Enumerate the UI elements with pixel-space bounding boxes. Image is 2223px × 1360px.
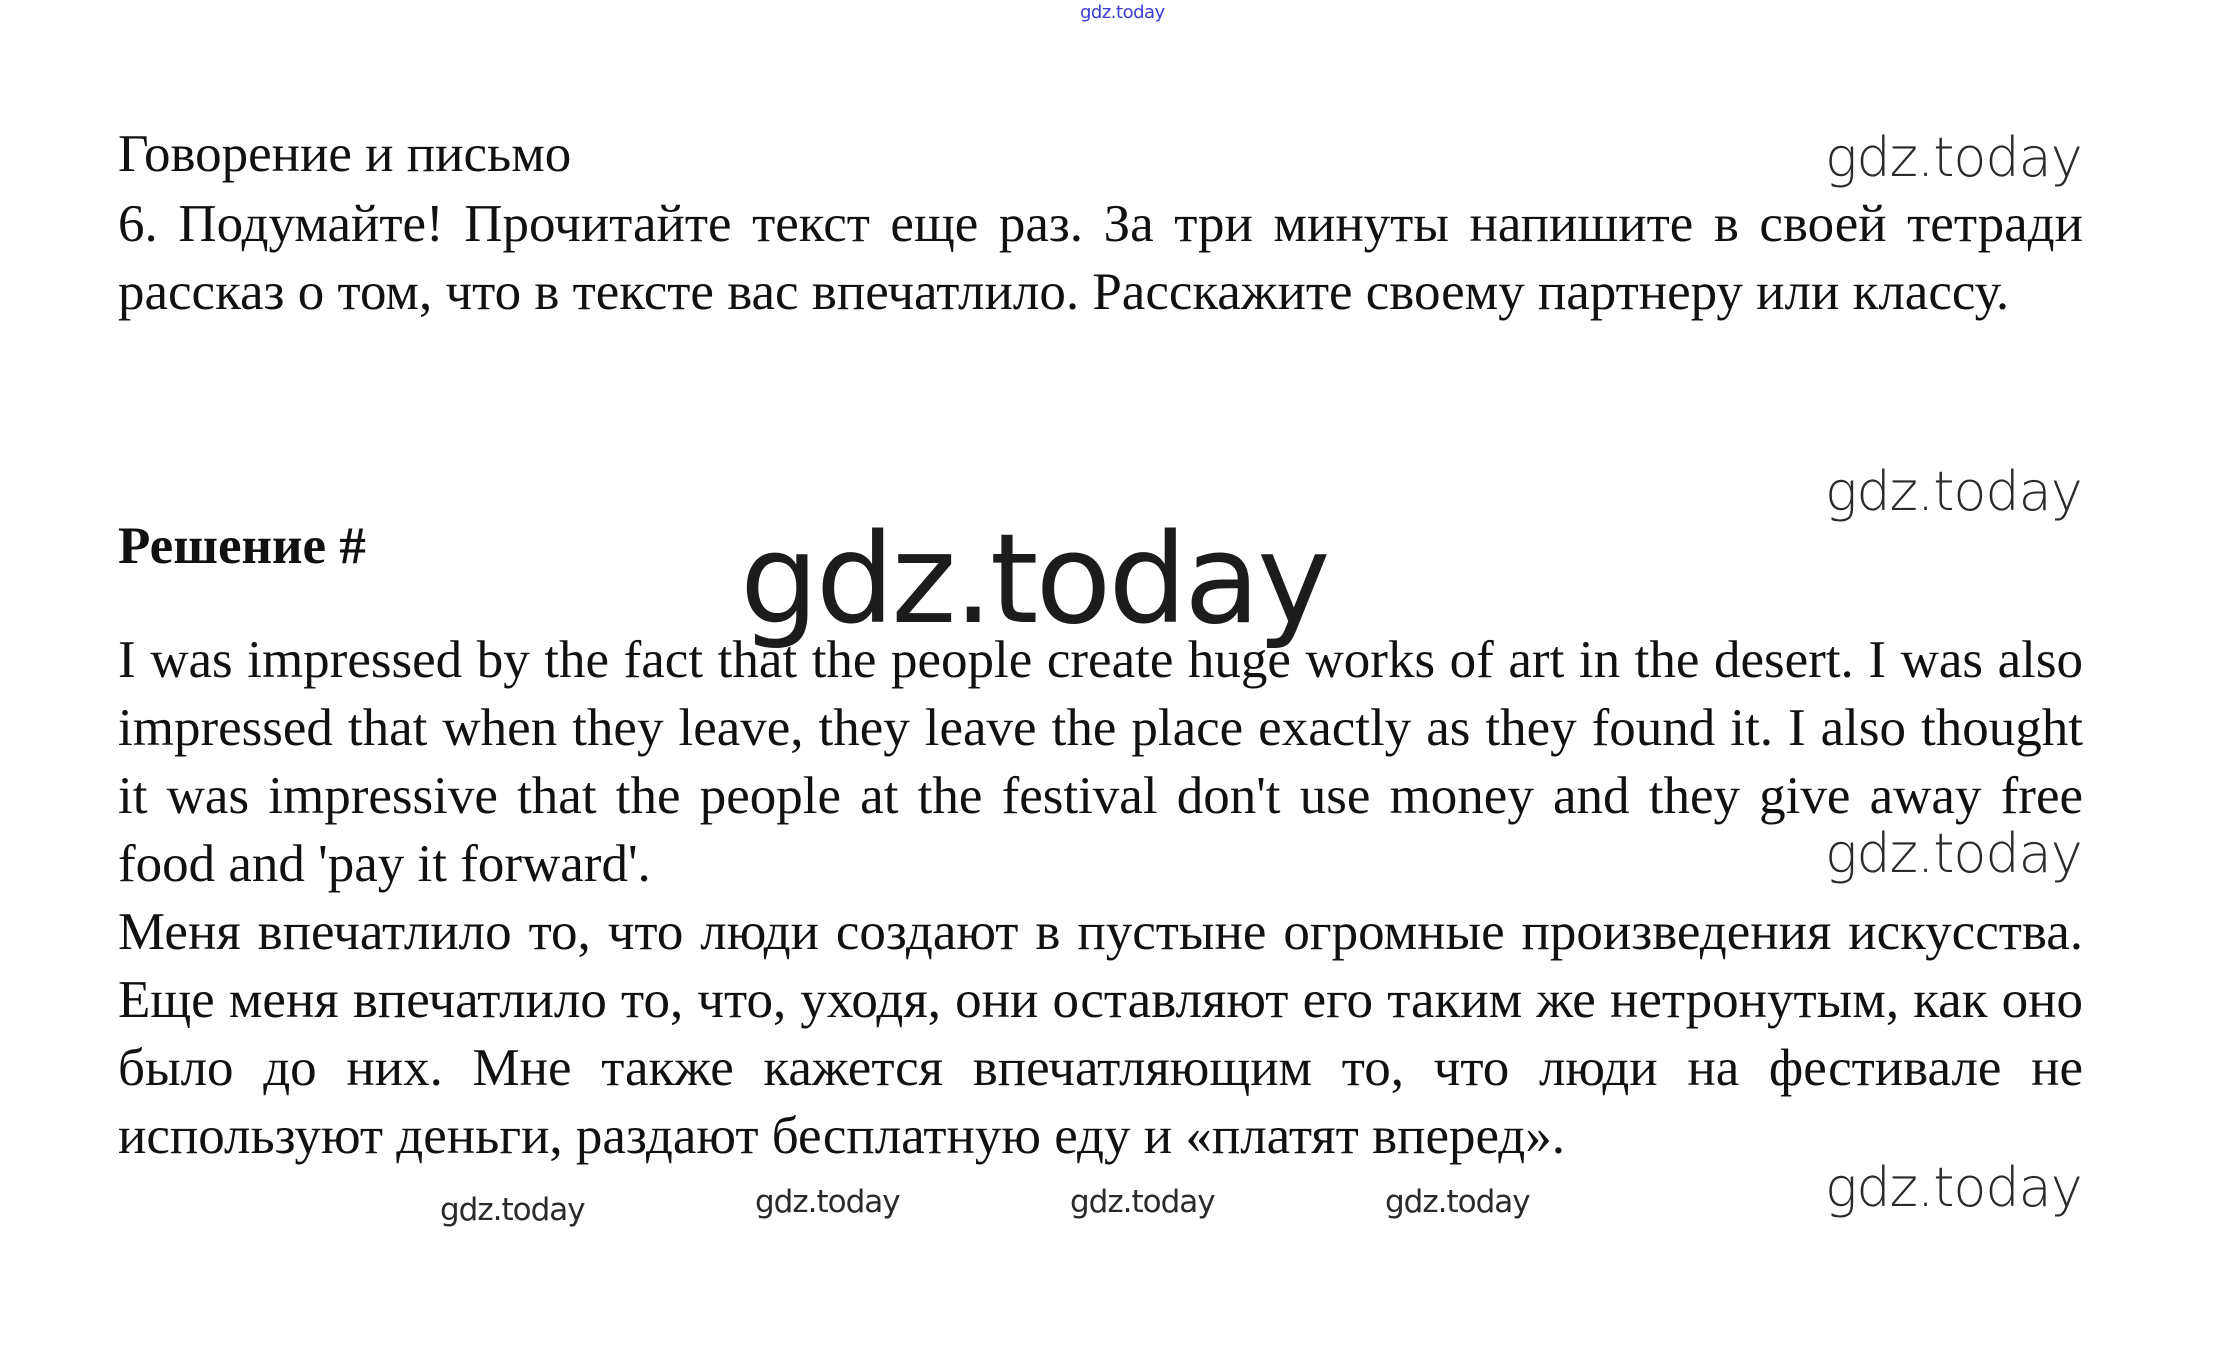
watermark-footer-2: gdz.today — [755, 1184, 900, 1220]
watermark-top: gdz.today — [1080, 2, 1165, 23]
watermark-center: gdz.today — [740, 508, 1328, 652]
watermark-footer-4: gdz.today — [1385, 1184, 1530, 1220]
watermark-right-4: gdz.today — [1825, 1156, 2082, 1219]
watermark-right-1: gdz.today — [1825, 126, 2082, 189]
watermark-footer-3: gdz.today — [1070, 1184, 1215, 1220]
watermark-footer-1: gdz.today — [440, 1192, 585, 1228]
watermark-right-2: gdz.today — [1825, 460, 2082, 523]
section-heading: Говорение и письмо — [118, 125, 572, 183]
watermark-right-3: gdz.today — [1825, 822, 2082, 885]
task-text: 6. Подумайте! Прочитайте текст еще раз. За три минуты напишите в своей тетради рассказ о том, что в тексте вас впечатлило. Расскажите своему партнеру или классу. — [118, 195, 2083, 321]
answer-russian: Меня впечатлило то, что люди создают в пустыне огромные произведения искусства. Еще меня впечатлило то, что, уходя, они оставляют его таким же нетронутым, как оно было до них. Мне также кажется впечатляющим то, что люди на фестивале не используют деньги, раздают бесплатную еду и «платят вперед». — [118, 903, 2083, 1165]
answer-english: I was impressed by the fact that the people create huge works of art in the desert. I was also impressed that when they leave, they leave the place exactly as they found it. I also thought it was impressive that the people at the festival don't use money and they give away free food and 'pay it forward'. — [118, 631, 2083, 893]
solution-title: Решение # — [118, 517, 366, 575]
